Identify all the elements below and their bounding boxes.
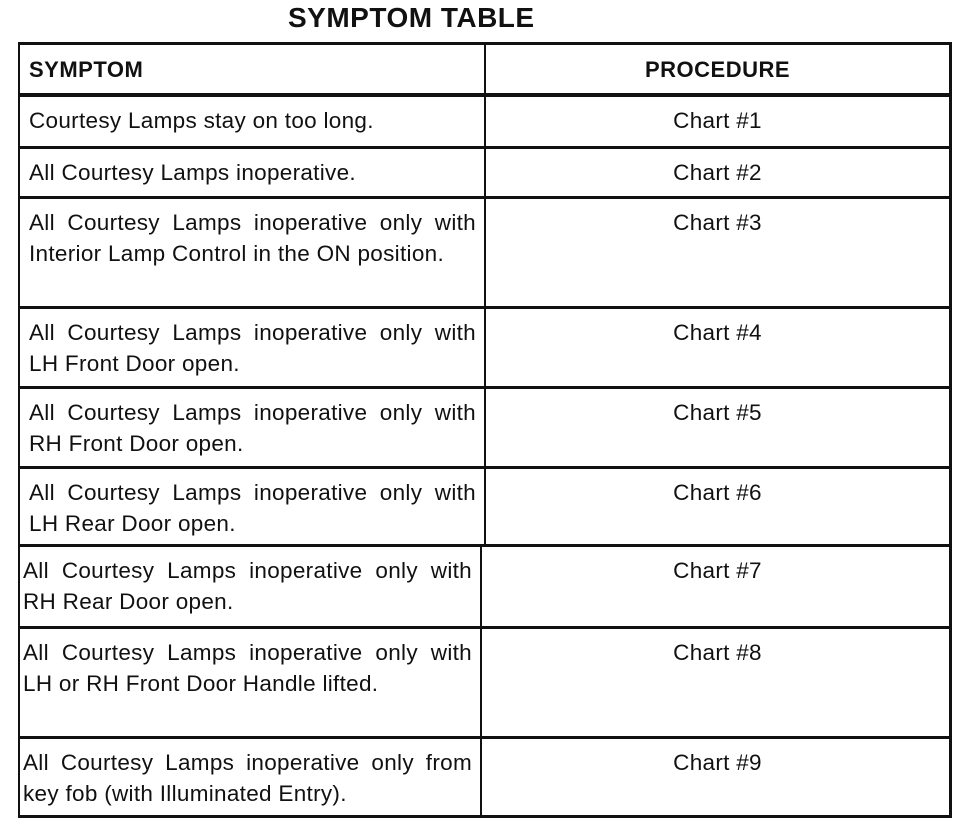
symptom-cell: All Courtesy Lamps inoperative only with LH Rear Door open. [20,469,486,544]
symptom-cell: All Courtesy Lamps inoperative only with RH Rear Door open. [14,547,482,626]
table-header-row [18,42,952,97]
column-header-symptom: SYMPTOM [20,42,486,93]
procedure-cell: Chart #3 [673,210,762,235]
procedure-cell: Chart #5 [673,400,762,425]
table-row [18,469,952,547]
table-row [18,389,952,469]
procedure-cell: Chart #9 [673,750,762,775]
procedure-cell: Chart #8 [673,640,762,665]
procedure-cell: Chart #6 [673,480,762,505]
procedure-cell: Chart #2 [673,160,762,185]
procedure-cell: Chart #4 [673,320,762,345]
table-row [18,149,952,199]
table-row [18,547,952,629]
table-row [18,97,952,149]
table-row [18,629,952,739]
symptom-cell: All Courtesy Lamps inoperative only with LH Front Door open. [20,309,486,386]
symptom-cell: All Courtesy Lamps inoperative only with Interior Lamp Control in the ON position. [20,199,486,306]
table-row [18,739,952,818]
procedure-cell: Chart #1 [673,108,762,133]
symptom-cell: All Courtesy Lamps inoperative only with LH or RH Front Door Handle lifted. [14,629,482,736]
table-row [18,309,952,389]
procedure-cell: Chart #7 [673,558,762,583]
page-title: SYMPTOM TABLE [288,2,535,33]
symptom-cell: All Courtesy Lamps inoperative only from key fob (with Illuminated Entry). [14,739,482,815]
symptom-cell: All Courtesy Lamps inoperative only with RH Front Door open. [20,389,486,466]
symptom-cell: Courtesy Lamps stay on too long. [20,97,486,146]
table-row [18,199,952,309]
column-header-procedure: PROCEDURE [644,57,791,82]
symptom-cell: All Courtesy Lamps inoperative. [20,149,486,196]
